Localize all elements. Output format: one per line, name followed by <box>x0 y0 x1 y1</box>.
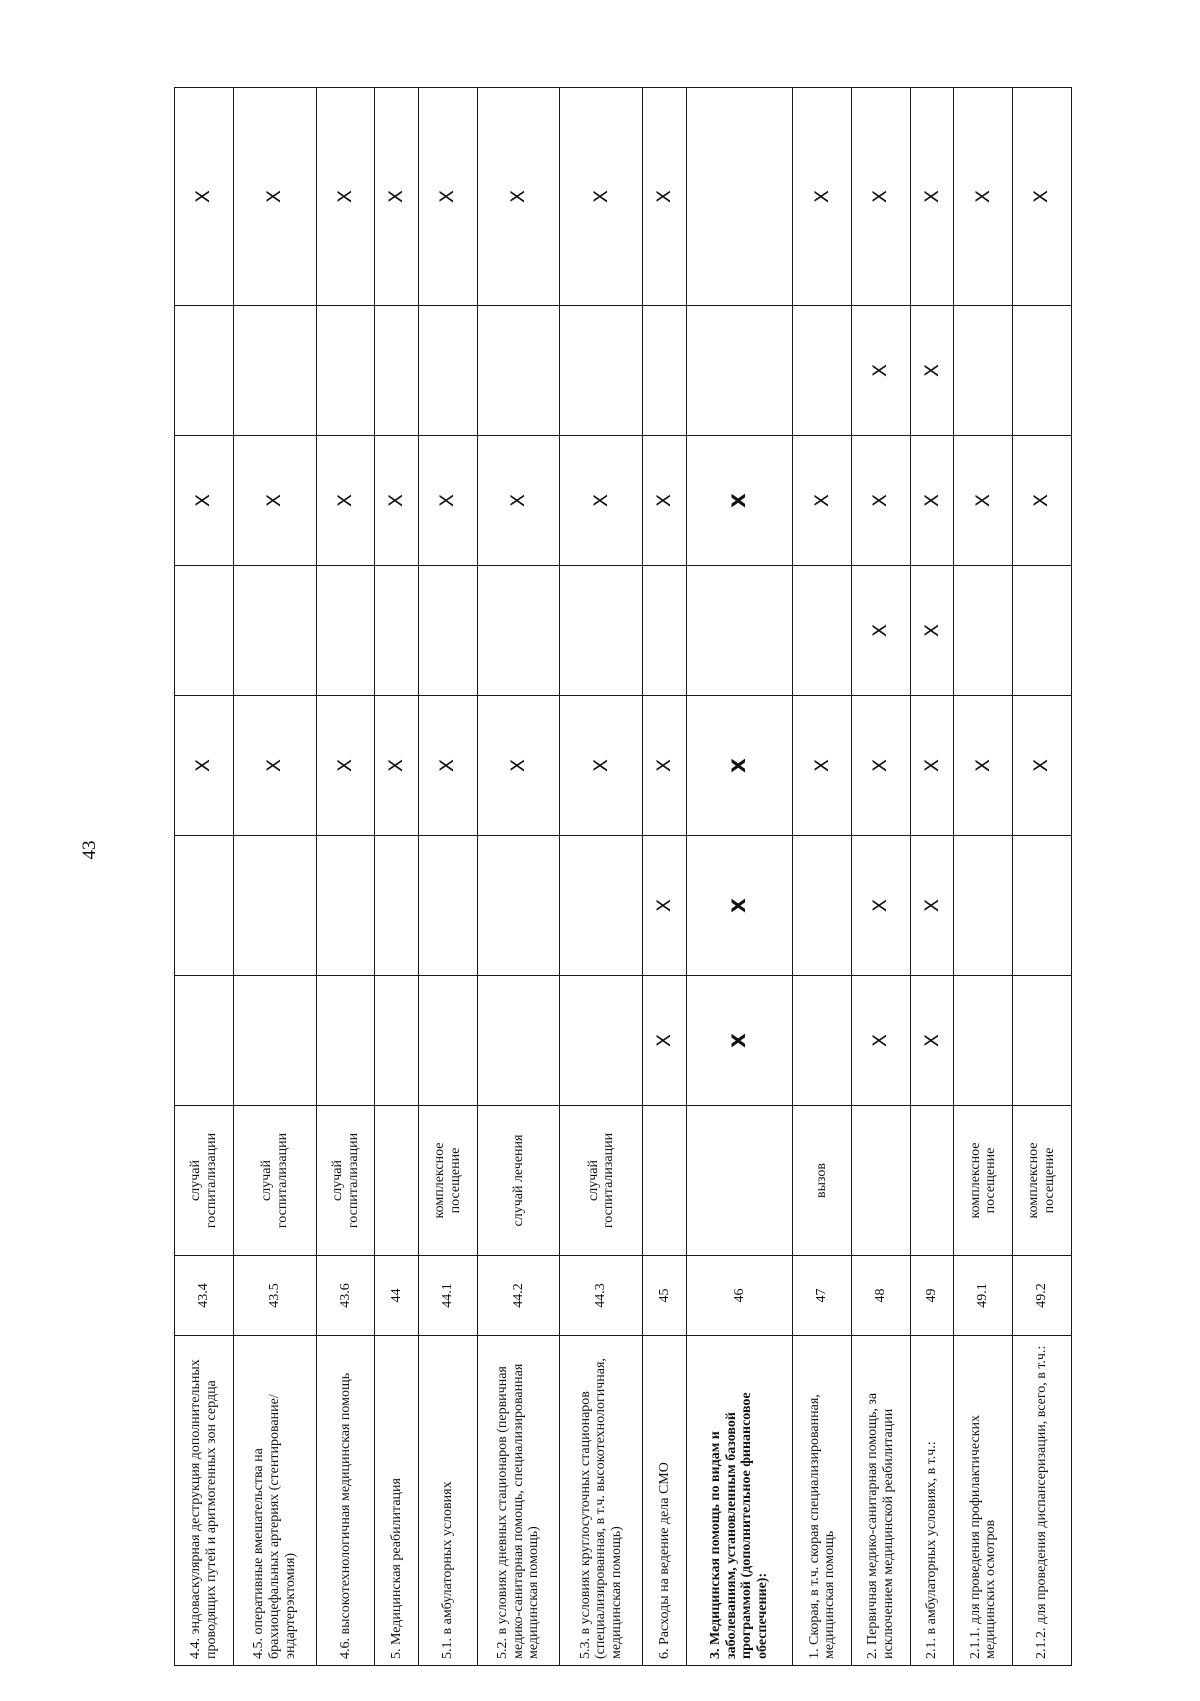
row-c4-cell <box>954 566 1013 696</box>
row-c7-cell: X <box>233 88 316 306</box>
row-code-cell: 44.3 <box>560 1256 643 1336</box>
row-c1-cell <box>316 976 375 1106</box>
row-c4-cell <box>316 566 375 696</box>
row-c3-cell: X <box>686 696 793 836</box>
row-name-cell: 3. Медицинская помощь по видам и заболеваниям, установленным базовой программой (дополнительное финансовое обеспечение): <box>686 1336 793 1666</box>
row-unit-cell <box>643 1106 686 1256</box>
row-c1-cell <box>560 976 643 1106</box>
row-name-cell: 2.1.1. для проведения профилактических медицинских осмотров <box>954 1336 1013 1666</box>
row-code-cell: 46 <box>686 1256 793 1336</box>
page-number: 43 <box>79 840 100 860</box>
row-c2-cell: X <box>686 836 793 976</box>
row-c2-cell <box>375 836 418 976</box>
row-c6-cell <box>233 306 316 436</box>
row-name-cell: 2. Первичная медико-санитарная помощь, за исключением медицинской реабилитации <box>852 1336 911 1666</box>
row-c7-cell: X <box>316 88 375 306</box>
row-c3-cell: X <box>793 696 852 836</box>
table-row <box>477 88 560 1666</box>
row-code-cell: 48 <box>852 1256 911 1336</box>
row-c4-cell <box>477 566 560 696</box>
row-c7-cell: X <box>911 88 954 306</box>
row-name-cell: 4.6. высокотехнологичная медицинская помощь <box>316 1336 375 1666</box>
row-c3-cell: X <box>852 696 911 836</box>
row-name-cell: 4.5. оперативные вмешательства на брахиоцефальных артериях (стентирование/эндартерэктомия) <box>233 1336 316 1666</box>
table-row <box>911 88 954 1666</box>
row-c5-cell: X <box>175 436 234 566</box>
row-c7-cell: X <box>477 88 560 306</box>
row-c5-cell: X <box>375 436 418 566</box>
row-c7-cell: X <box>793 88 852 306</box>
row-c5-cell: X <box>418 436 477 566</box>
row-c5-cell: X <box>852 436 911 566</box>
row-c2-cell <box>233 836 316 976</box>
row-unit-cell: случай лечения <box>477 1106 560 1256</box>
row-c6-cell <box>954 306 1013 436</box>
table-row <box>175 88 234 1666</box>
row-c1-cell <box>954 976 1013 1106</box>
row-c1-cell <box>1013 976 1072 1106</box>
row-c4-cell <box>175 566 234 696</box>
row-c5-cell: X <box>911 436 954 566</box>
row-name-cell: 6. Расходы на ведение дела СМО <box>643 1336 686 1666</box>
row-name-cell: 2.1. в амбулаторных условиях, в т.ч.: <box>911 1336 954 1666</box>
row-c1-cell <box>477 976 560 1106</box>
row-c7-cell: X <box>560 88 643 306</box>
row-c1-cell <box>793 976 852 1106</box>
row-c5-cell: X <box>1013 436 1072 566</box>
row-c4-cell: X <box>852 566 911 696</box>
row-c2-cell: X <box>643 836 686 976</box>
table-body <box>175 88 1072 1666</box>
row-c1-cell: X <box>686 976 793 1106</box>
row-c1-cell: X <box>852 976 911 1106</box>
table-container <box>174 88 1072 1666</box>
row-unit-cell <box>686 1106 793 1256</box>
row-c7-cell: X <box>643 88 686 306</box>
row-c5-cell: X <box>954 436 1013 566</box>
row-c5-cell: X <box>793 436 852 566</box>
row-c1-cell: X <box>911 976 954 1106</box>
row-code-cell: 44 <box>375 1256 418 1336</box>
row-code-cell: 47 <box>793 1256 852 1336</box>
table-row <box>643 88 686 1666</box>
row-unit-cell: случай госпитализации <box>316 1106 375 1256</box>
row-c3-cell: X <box>477 696 560 836</box>
row-c4-cell <box>233 566 316 696</box>
row-unit-cell <box>911 1106 954 1256</box>
row-c1-cell <box>375 976 418 1106</box>
row-unit-cell: случай госпитализации <box>233 1106 316 1256</box>
row-c2-cell: X <box>852 836 911 976</box>
row-c6-cell <box>560 306 643 436</box>
report-table <box>174 87 1072 1666</box>
row-c4-cell <box>1013 566 1072 696</box>
row-code-cell: 44.2 <box>477 1256 560 1336</box>
row-c6-cell <box>477 306 560 436</box>
row-c3-cell: X <box>175 696 234 836</box>
row-c5-cell: X <box>233 436 316 566</box>
row-c7-cell <box>686 88 793 306</box>
row-c6-cell <box>686 306 793 436</box>
table-row <box>793 88 852 1666</box>
row-unit-cell: случай госпитализации <box>175 1106 234 1256</box>
row-c6-cell <box>418 306 477 436</box>
table-row <box>686 88 793 1666</box>
row-unit-cell: комплексное посещение <box>954 1106 1013 1256</box>
row-c4-cell <box>793 566 852 696</box>
row-c5-cell: X <box>560 436 643 566</box>
row-unit-cell: вызов <box>793 1106 852 1256</box>
row-c4-cell <box>375 566 418 696</box>
row-c6-cell: X <box>911 306 954 436</box>
row-c7-cell: X <box>954 88 1013 306</box>
row-c7-cell: X <box>1013 88 1072 306</box>
row-c4-cell <box>643 566 686 696</box>
row-c1-cell: X <box>643 976 686 1106</box>
row-c6-cell <box>175 306 234 436</box>
row-unit-cell: комплексное посещение <box>418 1106 477 1256</box>
row-c7-cell: X <box>175 88 234 306</box>
row-c3-cell: X <box>954 696 1013 836</box>
row-c2-cell <box>175 836 234 976</box>
row-c4-cell <box>686 566 793 696</box>
row-c3-cell: X <box>560 696 643 836</box>
row-name-cell: 5.2. в условиях дневных стационаров (первичная медико-санитарная помощь, специализированная медицинская помощь) <box>477 1336 560 1666</box>
row-c6-cell <box>316 306 375 436</box>
table-row <box>418 88 477 1666</box>
row-c2-cell <box>1013 836 1072 976</box>
row-name-cell: 5.1. в амбулаторных условиях <box>418 1336 477 1666</box>
row-code-cell: 49.1 <box>954 1256 1013 1336</box>
row-c6-cell <box>375 306 418 436</box>
row-c1-cell <box>418 976 477 1106</box>
row-c4-cell: X <box>911 566 954 696</box>
row-c5-cell: X <box>316 436 375 566</box>
row-c6-cell <box>793 306 852 436</box>
row-c4-cell <box>418 566 477 696</box>
row-c6-cell <box>643 306 686 436</box>
row-c3-cell: X <box>418 696 477 836</box>
row-c1-cell <box>233 976 316 1106</box>
row-c7-cell: X <box>852 88 911 306</box>
row-c5-cell: X <box>477 436 560 566</box>
row-code-cell: 49 <box>911 1256 954 1336</box>
row-c6-cell: X <box>852 306 911 436</box>
row-unit-cell <box>375 1106 418 1256</box>
row-c4-cell <box>560 566 643 696</box>
row-name-cell: 5.3. в условиях круглосуточных стационаров (специализированная, в т.ч. высокотехнологичная, медицинская помощь) <box>560 1336 643 1666</box>
table-row <box>852 88 911 1666</box>
row-name-cell: 5. Медицинская реабилитация <box>375 1336 418 1666</box>
row-code-cell: 45 <box>643 1256 686 1336</box>
row-c2-cell <box>316 836 375 976</box>
table-row <box>560 88 643 1666</box>
row-c5-cell: X <box>686 436 793 566</box>
row-unit-cell <box>852 1106 911 1256</box>
row-c7-cell: X <box>375 88 418 306</box>
row-code-cell: 43.5 <box>233 1256 316 1336</box>
row-c5-cell: X <box>643 436 686 566</box>
row-c2-cell <box>793 836 852 976</box>
row-name-cell: 1. Скорая, в т.ч. скорая специализированная, медицинская помощь <box>793 1336 852 1666</box>
table-row <box>1013 88 1072 1666</box>
row-name-cell: 2.1.2. для проведения диспансеризации, всего, в т.ч.: <box>1013 1336 1072 1666</box>
row-unit-cell: случай госпитализации <box>560 1106 643 1256</box>
row-c2-cell <box>954 836 1013 976</box>
row-c3-cell: X <box>911 696 954 836</box>
row-c3-cell: X <box>316 696 375 836</box>
row-c2-cell: X <box>911 836 954 976</box>
row-c3-cell: X <box>375 696 418 836</box>
table-row <box>233 88 316 1666</box>
table-row <box>316 88 375 1666</box>
table-row <box>375 88 418 1666</box>
table-row <box>954 88 1013 1666</box>
row-unit-cell: комплексное посещение <box>1013 1106 1072 1256</box>
row-c7-cell: X <box>418 88 477 306</box>
row-code-cell: 49.2 <box>1013 1256 1072 1336</box>
row-code-cell: 43.4 <box>175 1256 234 1336</box>
row-c2-cell <box>418 836 477 976</box>
row-c3-cell: X <box>643 696 686 836</box>
row-c6-cell <box>1013 306 1072 436</box>
row-c3-cell: X <box>1013 696 1072 836</box>
row-code-cell: 43.6 <box>316 1256 375 1336</box>
row-c2-cell <box>477 836 560 976</box>
row-c3-cell: X <box>233 696 316 836</box>
row-name-cell: 4.4. эндоваскулярная деструкция дополнительных проводящих путей и аритмогенных зон сердца <box>175 1336 234 1666</box>
row-code-cell: 44.1 <box>418 1256 477 1336</box>
row-c1-cell <box>175 976 234 1106</box>
row-c2-cell <box>560 836 643 976</box>
